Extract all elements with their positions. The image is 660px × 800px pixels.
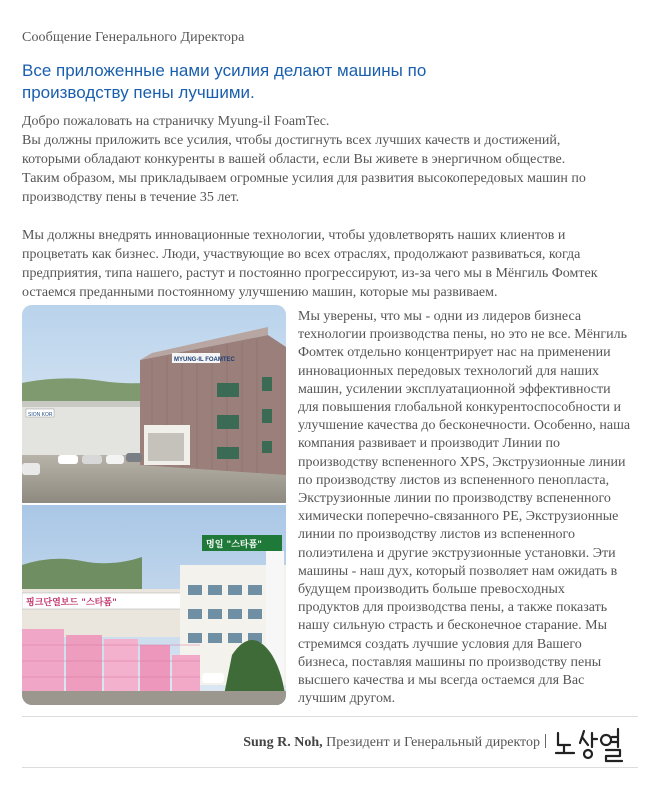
body-line: бизнеса, поставляя машины по производству пены: [298, 654, 602, 670]
ceo-name: Sung R. Noh,: [243, 735, 323, 750]
body-line: Экструзионные линии по производству вспененного: [298, 491, 611, 507]
page-title: Сообщение Генерального Директора: [22, 30, 245, 45]
body-line: улучшение качества до бесконечности. Особенно, наша: [298, 418, 631, 434]
body-line: нашу сильную страсть и бесконечное старание. Мы: [298, 618, 608, 634]
body-line: для повышения глобальной конкурентоспособности и: [298, 400, 622, 416]
intro-section: [22, 112, 642, 302]
body-line: Мы уверены, что мы - одни из лидеров бизнеса: [298, 309, 582, 324]
intro-line: Добро пожаловать на страничку Myung-il FoamTec.: [22, 114, 330, 129]
signature-bar: [22, 716, 638, 768]
top-building-sign: MYUNG-IL FOAMTEC: [174, 357, 235, 363]
body-line: инновационных передовых технологий для наших: [298, 363, 600, 379]
signature-separator: [545, 734, 546, 748]
top-side-sign: SION KOR: [28, 412, 53, 418]
intro-line: Вы должны приложить все усилия, чтобы достигнуть всех лучших качеств и достижений,: [22, 133, 561, 148]
intro-line: Мы должны внедрять инновационные технологии, чтобы удовлетворять наших клиентов и: [22, 228, 566, 243]
body-line: производству вспененного XPS, Экструзионные линии: [298, 454, 626, 470]
factory-photos: [22, 305, 286, 705]
intro-line: остаемся преданными постоянному улучшению машин, которые мы развиваем.: [22, 285, 498, 300]
body-line: полиэтилена и другие экструзионные установки. Эти: [298, 545, 616, 561]
ceo-title: Президент и Генеральный директор: [322, 735, 540, 750]
body-line: Фомтек отдельно концентрирует нас на применении: [298, 345, 611, 361]
intro-paragraph-1: [22, 112, 642, 207]
signature-text: [243, 734, 546, 751]
intro-line: которыми обладают конкуренты в вашей области, если Вы живете в энергичном обществе.: [22, 152, 566, 167]
bottom-left-sign: 핑크단열보드 "스타폼": [26, 598, 117, 608]
intro-line: предприятия, типа нашего, растут и постоянно прогрессируют, из-за чего мы в Мёнгиль Фомтек: [22, 266, 598, 281]
intro-line: процветать как бизнес. Люди, участвующие во всех отраслях, продолжают развиваться, когда: [22, 247, 581, 262]
body-line: технологии производства пены, но это не все. Мёнгиль: [298, 327, 628, 343]
body-line: химически поперечно-связанного PE, Экструзионные: [298, 509, 619, 525]
body-line: стремимся создать лучшие условия для Вашего: [298, 636, 582, 652]
body-text: [298, 308, 636, 708]
body-line: высшего качества и мы всегда остаемся для Вас: [298, 673, 585, 689]
body-line: компания развивает и производит Линии по: [298, 436, 560, 452]
body-line: линии по производству листов из вспененного: [298, 527, 575, 543]
bottom-roof-sign: 명일 "스타폼": [206, 540, 262, 550]
headline-line-2: производству пены лучшими.: [22, 83, 255, 102]
body-line: лучшим другом.: [298, 691, 396, 707]
intro-paragraph-2: [22, 226, 642, 302]
intro-line: производству пены в течение 35 лет.: [22, 190, 240, 205]
factory-photo-top: [22, 305, 286, 503]
body-line: будущем производить больше превосходных: [298, 582, 565, 598]
body-line: по производству листов из вспененного пенопласта,: [298, 472, 610, 488]
body-line: машин, усилении эксплуатационной эффективности: [298, 381, 611, 397]
intro-line: Таким образом, мы прикладываем огромные усилия для развития высокопередовых машин по: [22, 171, 586, 186]
handwritten-signature: [552, 723, 632, 763]
body-line: продуктов для производства пены, а также показать: [298, 600, 608, 616]
headline-line-1: Все приложенные нами усилия делают машины по: [22, 61, 427, 80]
factory-photo-bottom: [22, 505, 286, 705]
body-line: машины - наш дух, который позволяет нам ожидать в: [298, 563, 618, 579]
headline: [22, 60, 482, 104]
